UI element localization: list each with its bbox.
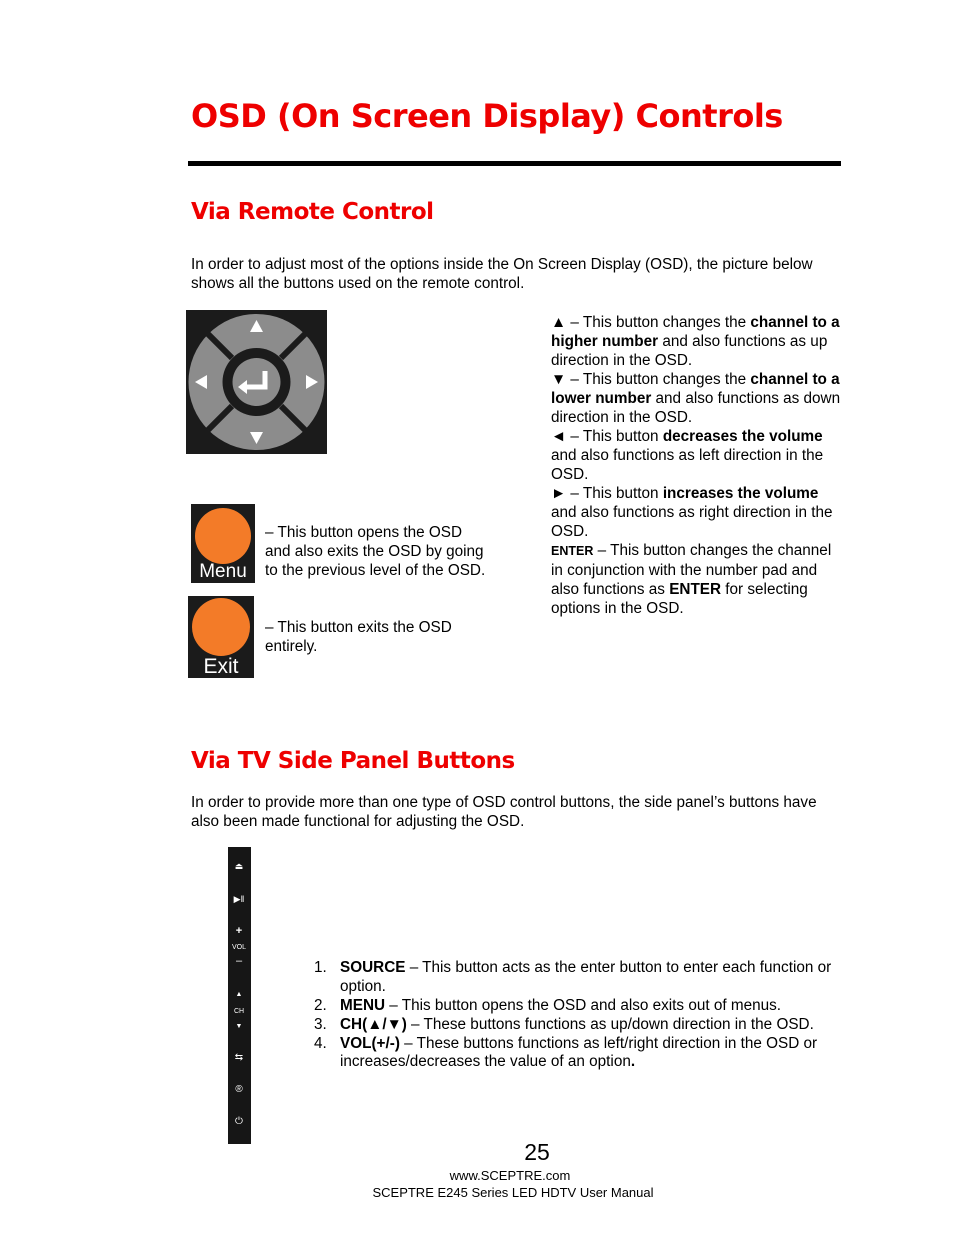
minus-icon: –: [235, 955, 243, 967]
exit-button-image: [188, 596, 254, 678]
right-desc-bold: increases the volume: [662, 485, 819, 502]
side-panel-image: [228, 847, 251, 1144]
up-desc-text: – This button changes the: [566, 314, 751, 331]
enter-desc-tail: for selecting options in the OSD.: [551, 581, 808, 617]
footer-url: www.SCEPTRE.com: [449, 1168, 571, 1183]
menu-icon: ⇆: [234, 1052, 244, 1063]
exit-button-desc: – This button exits the OSD entirely.: [265, 619, 452, 655]
menu-button-desc: – This button opens the OSD and also exits the OSD by going to the previous level of the OSD.: [265, 524, 486, 579]
right-desc: [551, 484, 841, 541]
panel-button-list: [314, 959, 844, 1072]
up-arrow-symbol: ▲: [551, 314, 567, 331]
enter-symbol: ENTER: [551, 544, 594, 558]
list-number: 4.: [314, 1034, 327, 1052]
menu-button-label: Menu: [199, 561, 247, 582]
left-arrow-symbol: ◄: [551, 428, 567, 445]
list-item-bold: CH(▲/▼): [340, 1015, 407, 1033]
title-rule: [188, 161, 841, 166]
down-desc: [551, 370, 841, 427]
right-desc-tail: and also functions as right direction in the OSD.: [551, 504, 833, 540]
left-desc-text: – This button: [566, 428, 663, 445]
page-number: 25: [524, 1139, 550, 1165]
plus-icon: +: [235, 925, 243, 937]
list-item: [314, 959, 844, 996]
remote-section-heading: Via Remote Control: [191, 199, 434, 225]
remote-intro: In order to adjust most of the options inside the On Screen Display (OSD), the picture below shows all the buttons used on the remote control.: [191, 256, 813, 292]
play-pause-icon: ▶‖: [233, 894, 245, 904]
down-arrow-symbol: ▼: [551, 371, 567, 388]
left-desc: [551, 427, 841, 484]
up-desc-tail: and also functions as up direction in the OSD.: [551, 333, 828, 369]
source-icon: ®: [235, 1084, 243, 1095]
list-item-text: – This button opens the OSD and also exits out of menus.: [385, 996, 782, 1014]
exit-button-label: Exit: [203, 655, 239, 678]
arrow-descriptions: [551, 313, 841, 618]
exit-circle: [192, 598, 250, 656]
page-title: OSD (On Screen Display) Controls: [191, 97, 783, 135]
ch-up-icon: ▲: [235, 991, 243, 998]
list-item: [314, 1016, 844, 1035]
list-item-text: – These buttons functions as left/right direction in the OSD or increases/decreases the value of an option: [340, 1034, 818, 1070]
list-number: 2.: [314, 996, 327, 1014]
dpad-icon: [186, 310, 327, 454]
list-item-bold: SOURCE: [340, 959, 406, 976]
right-arrow-symbol: ►: [551, 485, 567, 502]
enter-desc: [551, 541, 841, 618]
panel-section-heading: Via TV Side Panel Buttons: [191, 748, 515, 774]
left-desc-tail: and also functions as left direction in the OSD.: [551, 447, 824, 483]
panel-intro: In order to provide more than one type of OSD control buttons, the side panel’s buttons have also been made functional for adjusting the OSD.: [191, 794, 817, 830]
up-desc: [551, 313, 841, 370]
menu-circle: [195, 508, 251, 564]
enter-desc-bold: ENTER: [669, 581, 722, 598]
list-item-text: – This button acts as the enter button to enter each function or option.: [340, 959, 832, 995]
vol-label: VOL: [231, 944, 246, 951]
up-desc-bold: channel to a higher number: [551, 314, 840, 350]
down-desc-bold: channel to a lower number: [551, 371, 840, 407]
power-icon: ⏻: [235, 1116, 243, 1127]
list-item: [314, 997, 844, 1016]
list-item-bold: MENU: [340, 996, 386, 1014]
list-item-tail: .: [630, 1053, 636, 1070]
footer-manual-title: SCEPTRE E245 Series LED HDTV User Manual: [372, 1185, 654, 1200]
eject-icon: ⏏: [234, 861, 244, 871]
menu-button-image: [191, 504, 255, 583]
list-item-text: – These buttons functions as up/down direction in the OSD.: [406, 1015, 814, 1033]
enter-desc-text: – This button changes the channel in conjunction with the number pad and also functions as: [551, 542, 832, 598]
left-desc-bold: decreases the volume: [662, 428, 823, 445]
list-number: 3.: [314, 1015, 327, 1033]
ch-down-icon: ▼: [235, 1023, 243, 1030]
list-item-bold: VOL(+/-): [340, 1034, 400, 1052]
down-desc-text: – This button changes the: [566, 371, 751, 388]
down-desc-tail: and also functions as down direction in the OSD.: [551, 390, 841, 426]
list-item: [314, 1035, 844, 1072]
list-number: 1.: [314, 959, 327, 976]
ch-label: CH: [233, 1008, 245, 1015]
right-desc-text: – This button: [566, 485, 663, 502]
dpad-image: [186, 310, 327, 454]
